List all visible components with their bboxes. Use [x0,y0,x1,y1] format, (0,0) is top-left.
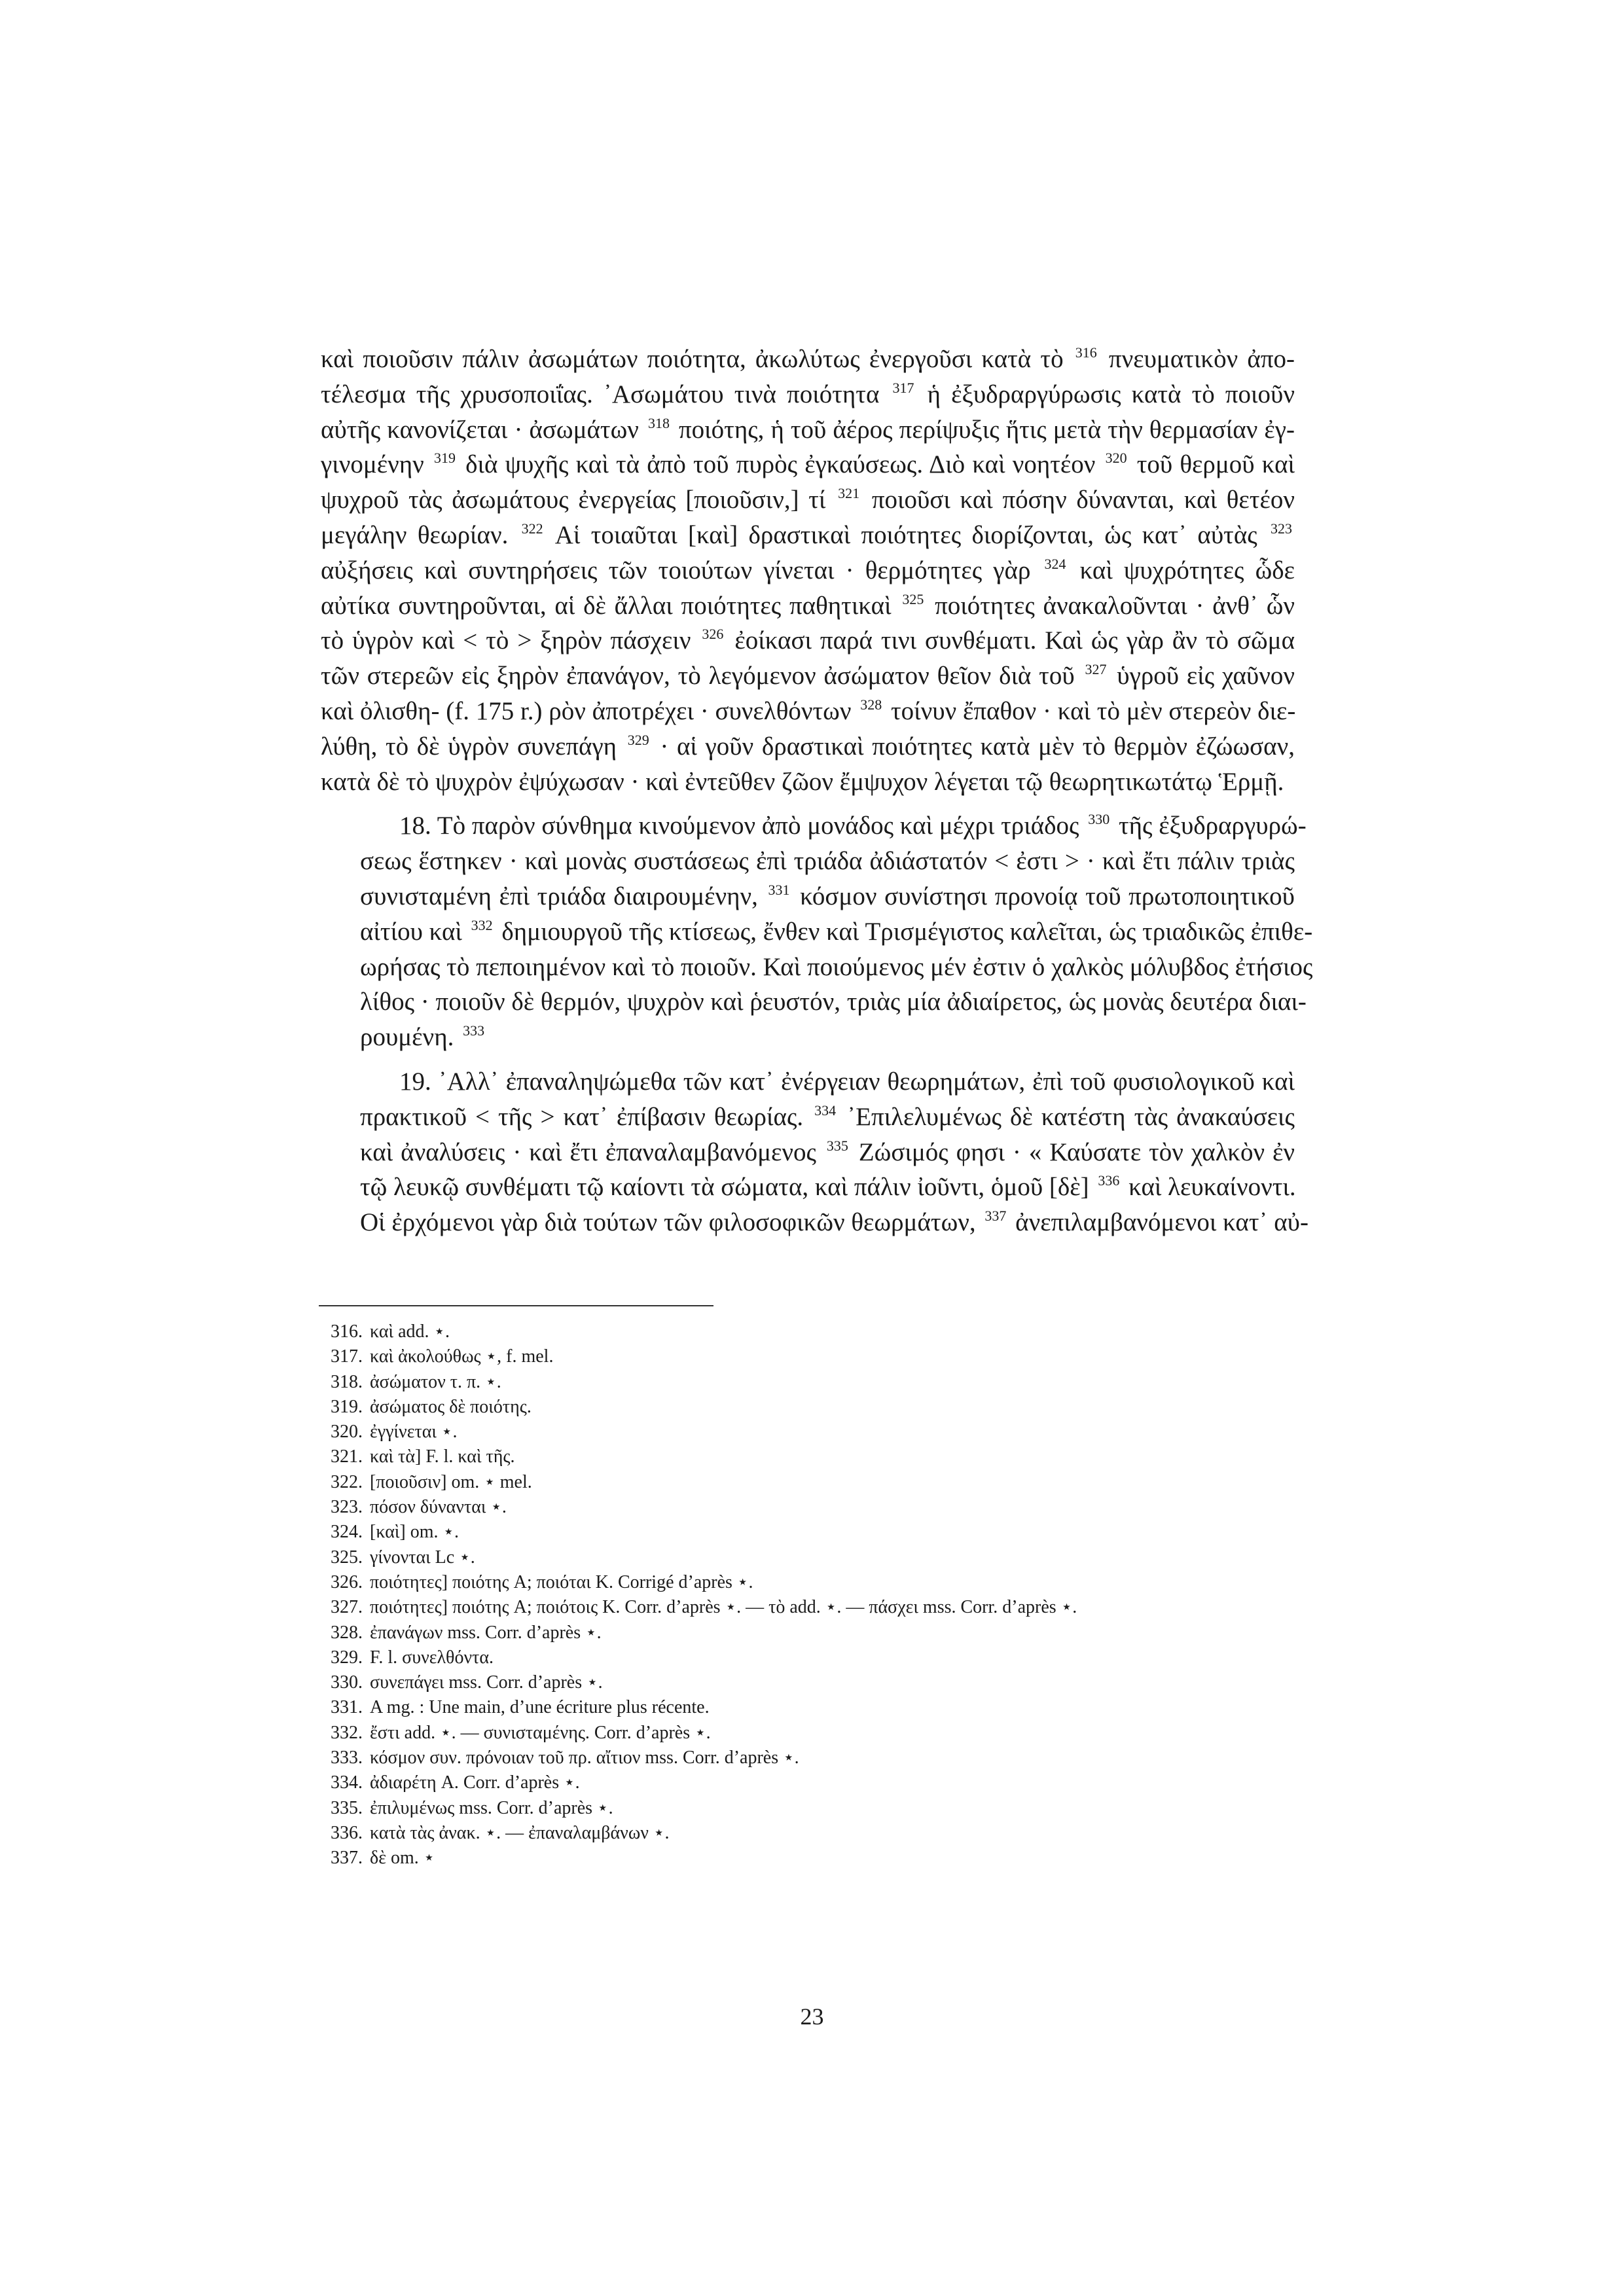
footnote [331,1570,1312,1595]
footnote [331,1846,1312,1871]
footnote-ref[interactable]: 330 [1088,811,1110,828]
paragraph [321,342,1295,799]
text-line: αὐτίκα συντηροῦνται, αἱ δὲ ἄλλαι ποιότητες παθητικαὶ $^{325}$ ποιότητες ἀνακαλοῦνται · ἀνθ᾿ ὧν [321,590,1295,620]
footnote-ref[interactable]: 321 [838,485,860,502]
text-line: κατὰ δὲ τὸ ψυχρὸν ἐψύχωσαν · καὶ ἐντεῦθεν ζῶον ἔμψυχον λέγεται τῷ θεωρητικωτάτῳ Ἑρμῇ. [321,767,1284,796]
footnote-number: 329. [331,1647,363,1668]
footnote [331,1370,1312,1395]
footnote [331,1495,1312,1520]
footnote [331,1821,1312,1846]
text-line: ρουμένη. $^{333}$ [360,1022,485,1052]
footnote-number: 317. [331,1346,363,1367]
text-line: ψυχροῦ τὰς ἀσωμάτους ἐνεργείας [ποιοῦσιν,] τί $^{321}$ ποιοῦσι καὶ πόσην δύνανται, καὶ θετέον [321,485,1295,514]
text-line: ωρήσας τὸ πεποιημένον καὶ τὸ ποιοῦν. Καὶ ποιούμενος μέν ἐστιν ὁ χαλκὸς μόλυβδος ἐτήσιος [360,952,1313,981]
footnote-number: 316. [331,1321,363,1342]
section-number: 19. [399,1067,439,1096]
footnote-ref[interactable]: 318 [647,414,670,431]
footnote-number: 332. [331,1722,363,1743]
text-line: τῶν στερεῶν εἰς ξηρὸν ἐπανάγον, τὸ λεγόμενον ἀσώματον θεῖον διὰ τοῦ $^{327}$ ὑγροῦ εἰς χαῦνον [321,661,1295,691]
footnote [331,1420,1312,1444]
footnote-ref[interactable]: 317 [892,379,914,396]
footnote-number: 327. [331,1597,363,1618]
text-line: γινομένην $^{319}$ διὰ ψυχῆς καὶ τὰ ἀπὸ τοῦ πυρὸς ἐγκαύσεως. Διὸ καὶ νοητέον $^{320}$ τοῦ θερμοῦ καὶ [321,450,1295,479]
text-line: αὐξήσεις καὶ συντηρήσεις τῶν τοιούτων γίνεται · θερμότητες γὰρ $^{324}$ καὶ ψυχρότητες ὧδε [321,555,1295,584]
footnote-ref[interactable]: 319 [433,450,456,467]
footnote [331,1470,1312,1495]
text-line: συνισταμένη ἐπὶ τριάδα διαιρουμένην, $^{331}$ κόσμον συνίστησι προνοίᾳ τοῦ πρωτοποιητικοῦ [360,881,1295,910]
footnote-number: 325. [331,1547,363,1568]
text-line: τέλεσμα τῆς χρυσοποιΐας. ᾿Ασωμάτου τινὰ ποιότητα $^{317}$ ἡ ἐξυδραργύρωσις κατὰ τὸ ποιοῦν [321,379,1295,408]
footnote-text: ἀσώματος δὲ ποιότης. [370,1396,532,1417]
footnote-text: F. l. συνελθόντα. [370,1647,494,1668]
paragraph-19 [321,1064,1308,1240]
footnote-number: 326. [331,1571,363,1592]
footnote-number: 331. [331,1697,363,1718]
footnote-text: ἐγγίνεται ⋆. [370,1422,458,1443]
footnote-number: 334. [331,1772,363,1793]
footnote-number: 318. [331,1371,363,1392]
footnote-ref[interactable]: 323 [1270,520,1292,537]
footnote-number: 328. [331,1622,363,1643]
footnote-text: κόσμον συν. πρόνοιαν τοῦ πρ. αἴτιον mss. Corr. d’après ⋆. [370,1748,799,1768]
footnote-ref[interactable]: 332 [471,916,493,933]
text-line: μεγάλην θεωρίαν. $^{322}$ Αἱ τοιαῦται [καὶ] δραστικαὶ ποιότητες διορίζονται, ὡς κατ᾿ αὐτὰς $^{323}$ [321,520,1292,549]
footnote-ref[interactable]: 335 [826,1137,848,1154]
footnote-ref[interactable]: 334 [814,1102,837,1119]
footnote-text: ἐπιλυμένως mss. Corr. d’après ⋆. [370,1797,613,1818]
footnote [331,1595,1312,1620]
footnote [331,1319,1312,1344]
footnote [331,1645,1312,1670]
footnote-number: 333. [331,1748,363,1768]
footnote-number: 330. [331,1672,363,1693]
footnote [331,1621,1312,1645]
footnote-text: [καὶ] om. ⋆. [370,1522,460,1543]
footnote-text: A mg. : Une main, d’une écriture plus récente. [370,1697,710,1718]
footnote-text: ἐπανάγων mss. Corr. d’après ⋆. [370,1622,602,1643]
text-line: αὐτῆς κανονίζεται · ἀσωμάτων $^{318}$ ποιότης, ἡ τοῦ ἀέρος περίψυξις ἥτις μετὰ τὴν θερμασίαν ἐγ- [321,414,1295,444]
footnote-text: ἔστι add. ⋆. — συνισταμένης. Corr. d’après ⋆. [370,1722,711,1743]
footnote-number: 322. [331,1471,363,1492]
footnote-ref[interactable]: 331 [768,881,790,898]
text-line: καὶ ἀναλύσεις · καὶ ἔτι ἐπαναλαμβανόμενος $^{335}$ Ζώσιμός φησι · « Καύσατε τὸν χαλκὸν ἐν [360,1137,1295,1166]
text-line: 18. Τὸ παρὸν σύνθημα κινούμενον ἀπὸ μονάδος καὶ μέχρι τριάδος $^{330}$ τῆς ἐξυδραργυρώ- [399,811,1307,840]
footnote [331,1796,1312,1821]
footnote [331,1520,1312,1545]
footnote-ref[interactable]: 325 [902,590,924,607]
text-line: 19. ᾿Αλλ᾿ ἐπαναληψώμεθα τῶν κατ᾿ ἐνέργειαν θεωρημάτων, ἐπὶ τοῦ φυσιολογικοῦ καὶ [399,1067,1295,1096]
text-line: αἰτίου καὶ $^{332}$ δημιουργοῦ τῆς κτίσεως, ἔνθεν καὶ Τρισμέγιστος καλεῖται, ὡς τριαδικῶς ἐπιθε- [360,916,1313,946]
footnote-number: 319. [331,1396,363,1417]
footnote-text: καὶ ἀκολούθως ⋆, f. mel. [370,1346,554,1367]
footnote [331,1545,1312,1570]
footnote [331,1770,1312,1795]
footnote-ref[interactable]: 336 [1098,1172,1120,1189]
footnote-number: 337. [331,1848,363,1869]
footnote-ref[interactable]: 322 [521,520,543,537]
section-number: 18. [399,812,437,840]
footnote-ref[interactable]: 327 [1085,661,1107,678]
footnote-number: 324. [331,1522,363,1543]
text-line: καὶ ὀλισθη- (f. 175 r.) ρὸν ἀποτρέχει · συνελθόντων $^{328}$ τοίνυν ἔπαθον · καὶ τὸ μὲν στερεὸν διε- [321,696,1296,725]
footnote-number: 323. [331,1497,363,1518]
text-line: λίθος · ποιοῦν δὲ θερμόν, ψυχρὸν καὶ ῥευστόν, τριὰς μία ἀδιαίρετος, ὡς μονὰς δευτέρα διαι- [360,988,1307,1016]
footnote-ref[interactable]: 316 [1075,344,1097,361]
text-line: σεως ἕστηκεν · καὶ μονὰς συστάσεως ἐπὶ τριάδα ἀδιάστατόν < ἐστι > · καὶ ἔτι πάλιν τριὰς [360,847,1295,876]
footnote [331,1695,1312,1720]
footnote-ref[interactable]: 320 [1105,450,1127,467]
text-line: Οἱ ἐρχόμενοι γὰρ διὰ τούτων τῶν φιλοσοφικῶν θεωρμάτων, $^{337}$ ἀνεπιλαμβανόμενοι κατ᾿ αὐ- [360,1208,1308,1237]
text-line: τὸ ὑγρὸν καὶ < τὸ > ξηρὸν πάσχειν $^{326}$ ἐοίκασι παρά τινι συνθέματι. Καὶ ὡς γὰρ ἂν τὸ σῶμα [321,626,1295,655]
footnote-text: πόσον δύνανται ⋆. [370,1497,507,1518]
footnote-text: ποιότητες] ποιότης A; ποιόται K. Corrigé d’après ⋆. [370,1571,753,1592]
footnote [331,1721,1312,1746]
footnote-text: γίνονται Lc ⋆. [370,1547,475,1568]
footnote-text: ποιότητες] ποιότης A; ποιότοις K. Corr. d’après ⋆. — τὸ add. ⋆. — πάσχει mss. Corr. d’après ⋆. [370,1597,1077,1618]
footnote-text: [ποιοῦσιν] om. ⋆ mel. [370,1471,532,1492]
footnote [331,1444,1312,1469]
footnote-text: δὲ om. ⋆ [370,1848,435,1869]
footnote-number: 336. [331,1822,363,1843]
text-line: λύθη, τὸ δὲ ὑγρὸν συνεπάγη $^{329}$ · αἱ γοῦν δραστικαὶ ποιότητες κατὰ μὲν τὸ θερμὸν ἐζώωσαν, [321,731,1295,761]
footnote [331,1344,1312,1369]
footnote-text: κατὰ τὰς ἀνακ. ⋆. — ἐπαναλαμβάνων ⋆. [370,1822,670,1843]
footnote-text: καὶ add. ⋆. [370,1321,450,1342]
footnote [331,1395,1312,1420]
page-number: 23 [800,2003,824,2030]
footnote-ref[interactable]: 328 [860,696,882,713]
footnote-number: 321. [331,1446,363,1467]
footnote-text: ἀσώματον τ. π. ⋆. [370,1371,501,1392]
footnote-text: συνεπάγει mss. Corr. d’après ⋆. [370,1672,603,1693]
footnote [331,1746,1312,1770]
footnote-number: 320. [331,1422,363,1443]
footnote-ref[interactable]: 329 [627,731,649,748]
text-line: τῷ λευκῷ συνθέματι τῷ καίοντι τὰ σώματα, καὶ πάλιν ἰοῦντι, ὁμοῦ [δὲ] $^{336}$ καὶ λευκαίνοντι. [360,1172,1296,1202]
footnote-ref[interactable]: 326 [702,626,724,643]
paragraph-18 [321,808,1313,1055]
footnote-text: καὶ τὰ] F. l. καὶ τῆς. [370,1446,515,1467]
footnote-rule [319,1305,713,1306]
footnote-text: ἀδιαρέτη A. Corr. d’après ⋆. [370,1772,580,1793]
footnotes [331,1319,1312,1871]
main-text [321,342,1313,1240]
footnote [331,1670,1312,1695]
text-line: πρακτικοῦ < τῆς > κατ᾿ ἐπίβασιν θεωρίας. $^{334}$ ᾿Επιλελυμένως δὲ κατέστη τὰς ἀνακαύσεις [360,1102,1295,1131]
footnote-ref[interactable]: 324 [1044,555,1066,572]
footnote-ref[interactable]: 337 [984,1208,1007,1225]
footnote-ref[interactable]: 333 [463,1022,485,1039]
text-line: καὶ ποιοῦσιν πάλιν ἀσωμάτων ποιότητα, ἀκωλύτως ἐνεργοῦσι κατὰ τὸ $^{316}$ πνευματικὸν ἀπο- [321,344,1295,373]
footnote-number: 335. [331,1797,363,1818]
